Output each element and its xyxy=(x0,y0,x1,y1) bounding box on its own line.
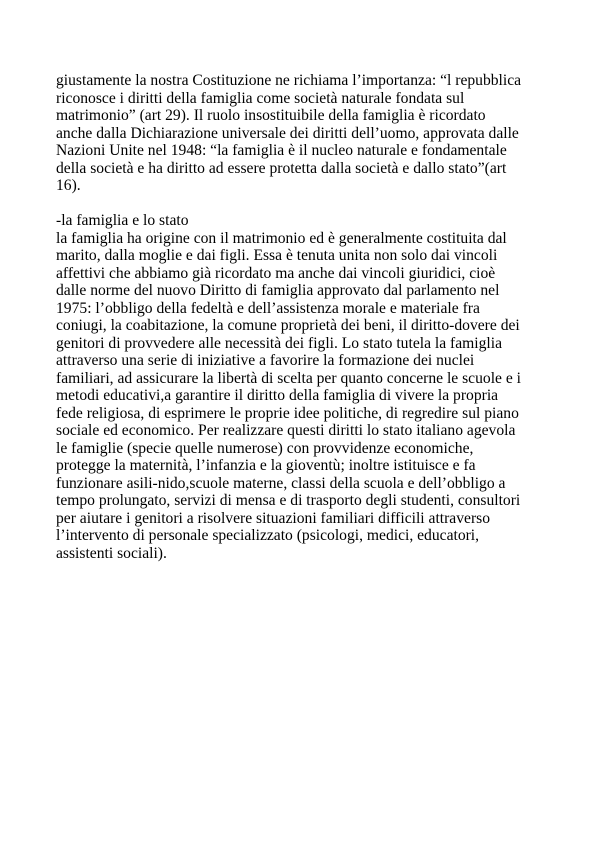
text-line: la famiglia ha origine con il matrimonio ed è generalmente costituita dal xyxy=(56,229,507,247)
text-line: le famiglie (specie quelle numerose) con provvidenze economiche, xyxy=(56,439,474,457)
text-line: 1975: l’obbligo della fedeltà e dell’assistenza morale e materiale fra xyxy=(56,299,480,317)
text-line: l’intervento di personale specializzato (psicologi, medici, educatori, xyxy=(56,527,480,544)
text-line: giustamente la nostra Costituzione ne richiama l’importanza: “l repubblica xyxy=(56,72,522,89)
text-line: familiari, ad assicurare la libertà di scelta per quanto concerne le scuole e i xyxy=(56,369,521,387)
paragraph-gap xyxy=(56,195,546,213)
text-line: funzionare asili-nido,scuole materne, classi della scuola e dell’obbligo a xyxy=(56,474,506,492)
text-line: Nazioni Unite nel 1948: “la famiglia è il nucleo naturale e fondamentale xyxy=(56,142,507,159)
text-line: genitori di provvedere alle necessità dei figli. Lo stato tutela la famiglia xyxy=(56,334,502,352)
text-line: coniugi, la coabitazione, la comune proprietà dei beni, il diritto-dovere dei xyxy=(56,317,520,334)
text-line: sociale ed economico. Per realizzare questi diritti lo stato italiano agevola xyxy=(56,422,516,439)
paragraph-2 xyxy=(56,230,546,563)
text-line: riconosce i diritti della famiglia come società naturale fondata sul xyxy=(56,89,465,107)
text-line: protegge la maternità, l’infanzia e la gioventù; inoltre istituisce e fa xyxy=(56,457,476,474)
text-line: attraverso una serie di iniziative a favorire la formazione dei nuclei xyxy=(56,352,475,369)
text-line: assistenti sociali). xyxy=(56,544,167,562)
text-line: anche dalla Dichiarazione universale dei diritti dell’uomo, approvata dalle xyxy=(56,124,519,142)
text-line: fede religiosa, di esprimere le proprie idee politiche, di regredire sul piano xyxy=(56,404,519,422)
text-line: affettivi che abbiamo già ricordato ma anche dai vincoli giuridici, cioè xyxy=(56,264,496,282)
document-body xyxy=(56,72,546,562)
text-line: per aiutare i genitori a risolvere situazioni familiari difficili attraverso xyxy=(56,509,491,527)
paragraph-1 xyxy=(56,72,546,195)
text-line: della società e ha diritto ad essere protetta dalla società e dallo stato”(art xyxy=(56,159,507,177)
text-line: matrimonio” (art 29). Il ruolo insostituibile della famiglia è ricordato xyxy=(56,107,486,124)
text-line: marito, dalla moglie e dai figli. Essa è tenuta unita non solo dai vincoli xyxy=(56,247,498,264)
section-heading: -la famiglia e lo stato xyxy=(56,212,189,229)
text-line: tempo prolungato, servizi di mensa e di trasporto degli studenti, consultori xyxy=(56,492,521,509)
text-line: 16). xyxy=(56,177,81,194)
text-line: metodi educativi,a garantire il diritto della famiglia di vivere la propria xyxy=(56,387,499,404)
text-line: dalle norme del nuovo Diritto di famiglia approvato dal parlamento nel xyxy=(56,282,500,299)
